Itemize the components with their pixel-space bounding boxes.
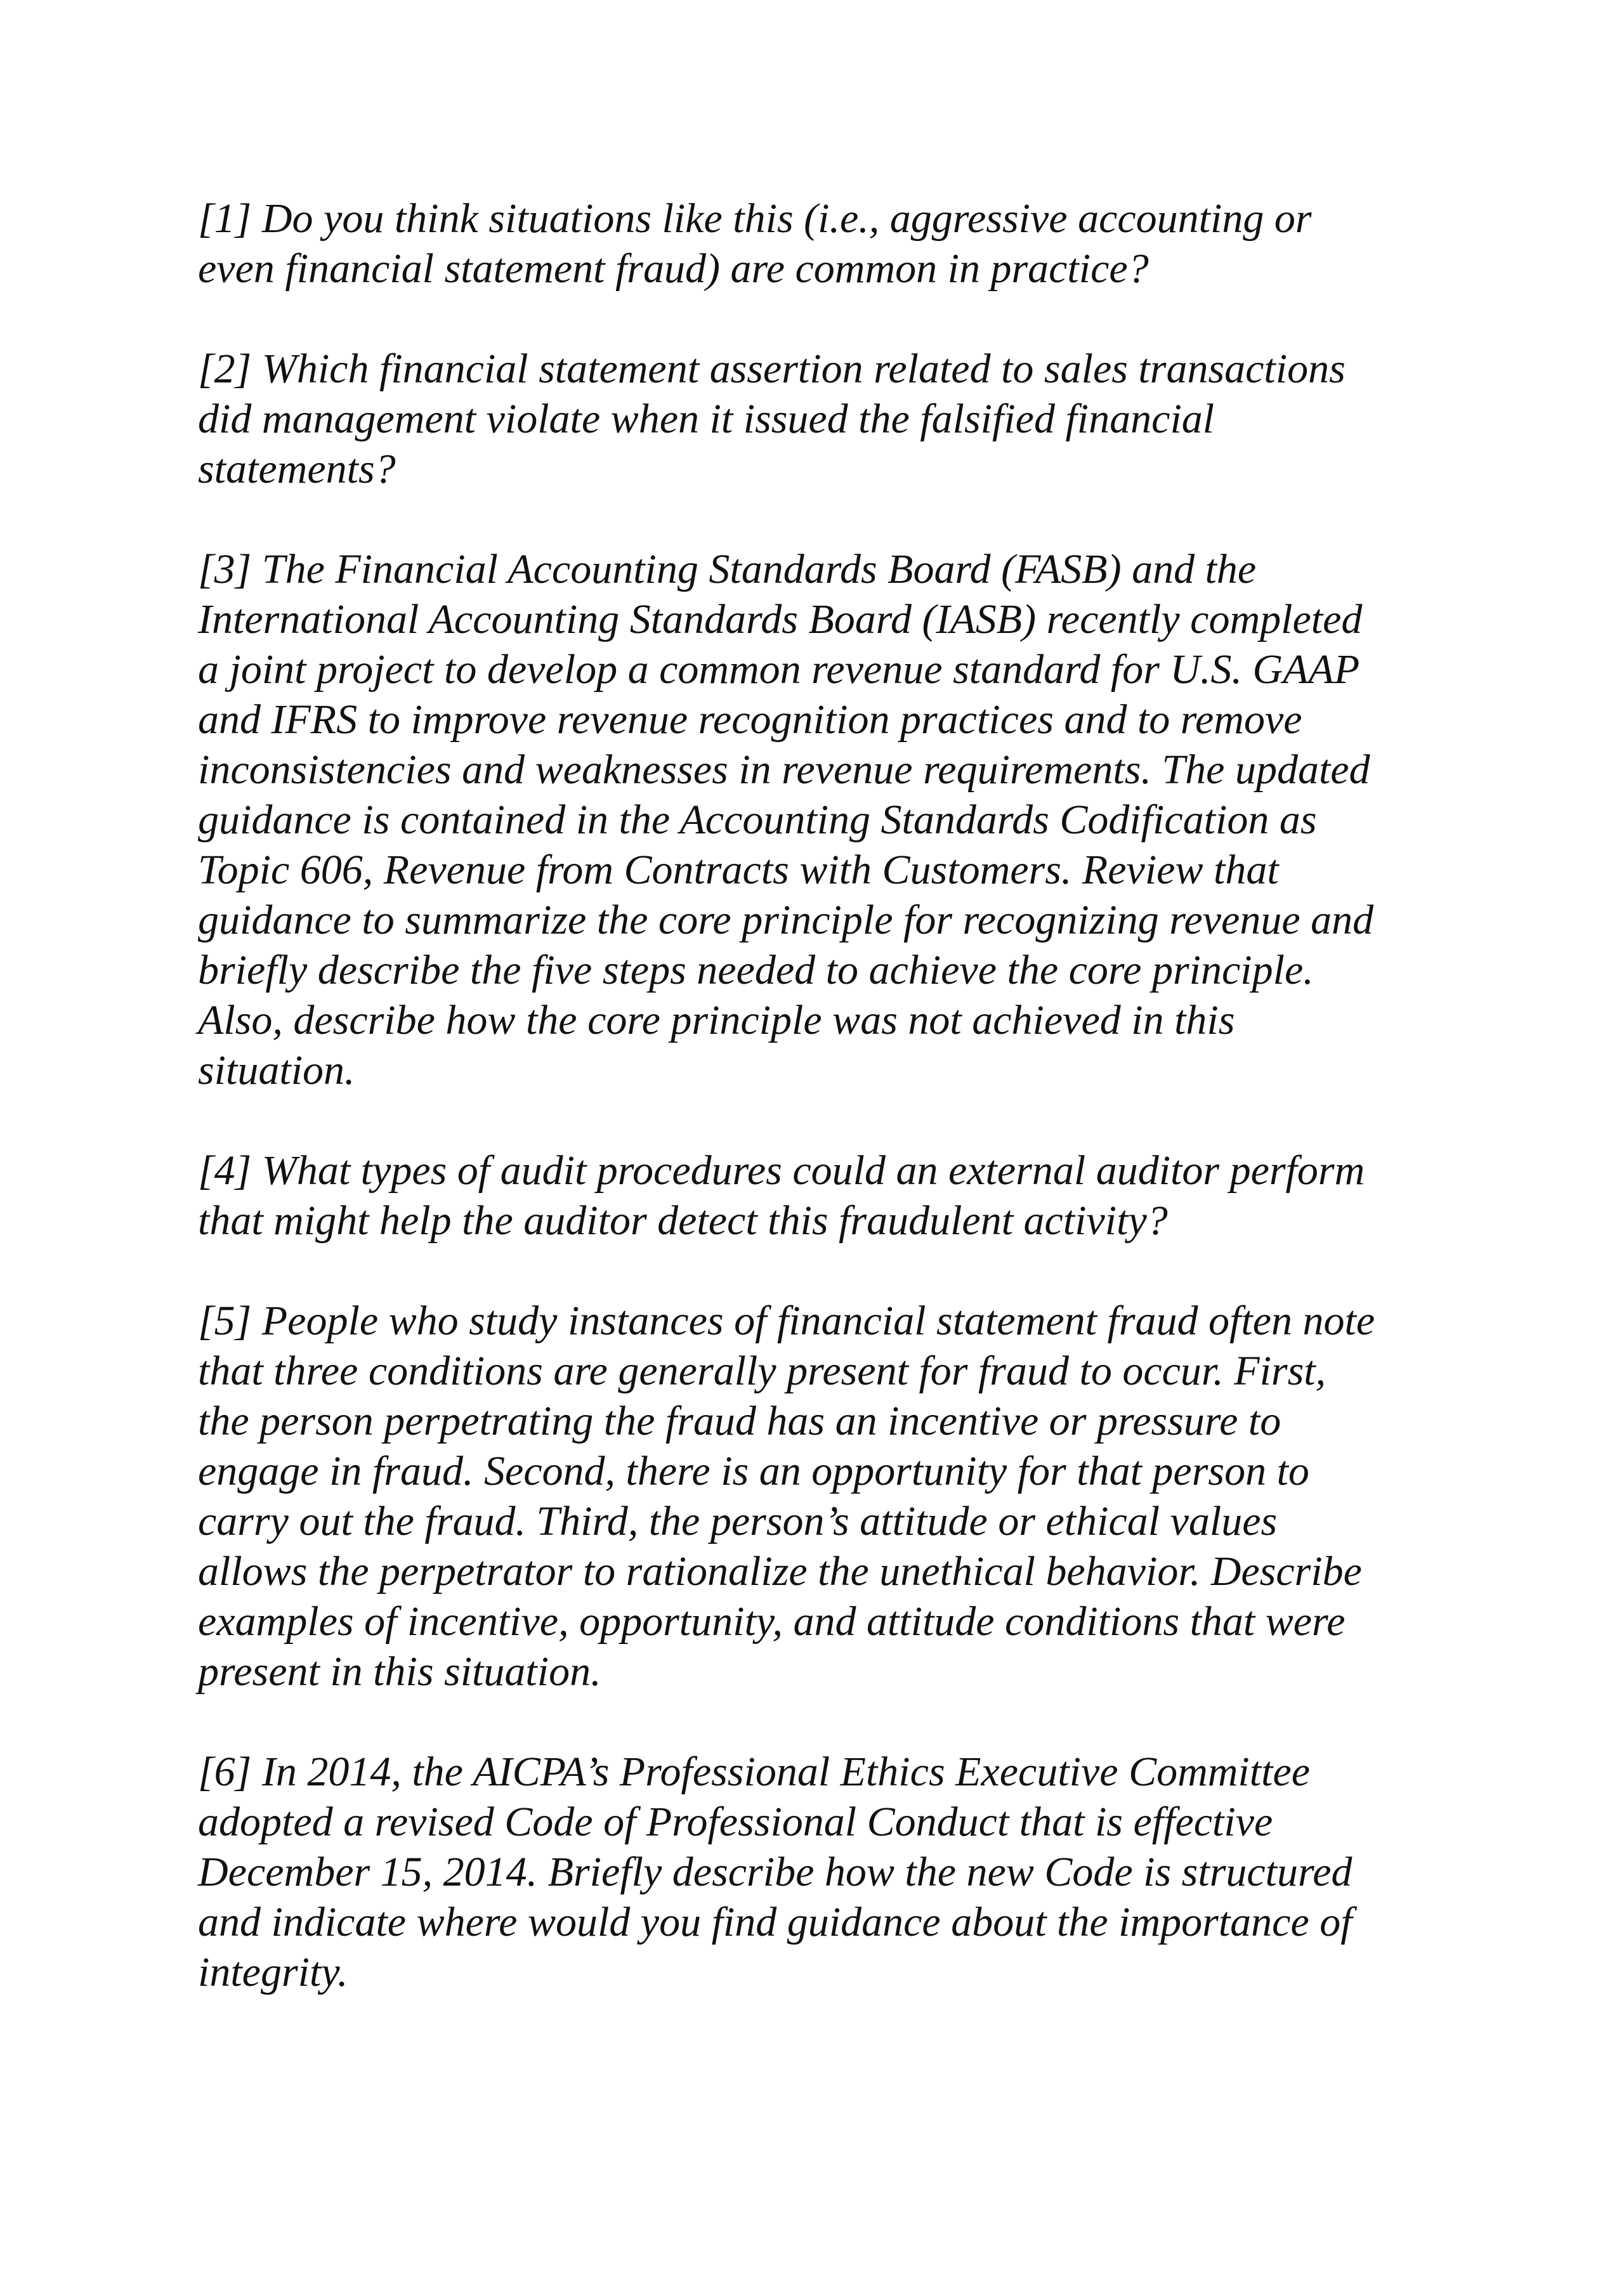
question-line: International Accounting Standards Board (IASB) recently completed	[198, 596, 1363, 642]
question-line: examples of incentive, opportunity, and attitude conditions that were	[198, 1598, 1346, 1645]
question-line: Topic 606, Revenue from Contracts with Customers. Review that	[198, 847, 1279, 893]
question-line: did management violate when it issued the falsified financial	[198, 396, 1215, 442]
question-line: [2] Which financial statement assertion related to sales transactions	[198, 346, 1346, 392]
question-1	[198, 193, 1467, 294]
question-line: Also, describe how the core principle was not achieved in this	[198, 997, 1235, 1043]
question-line: situation.	[198, 1047, 355, 1093]
question-3	[198, 544, 1467, 1095]
question-line: [4] What types of audit procedures could an external auditor perform	[198, 1147, 1365, 1194]
question-line: briefly describe the five steps needed to achieve the core principle.	[198, 947, 1314, 993]
question-5	[198, 1296, 1467, 1697]
question-line: guidance to summarize the core principle for recognizing revenue and	[198, 897, 1374, 943]
question-line: adopted a revised Code of Professional Conduct that is effective	[198, 1799, 1273, 1845]
question-line: [6] In 2014, the AICPA’s Professional Ethics Executive Committee	[198, 1749, 1311, 1795]
question-line: [3] The Financial Accounting Standards Board (FASB) and the	[198, 546, 1257, 592]
question-line: a joint project to develop a common revenue standard for U.S. GAAP	[198, 646, 1360, 693]
question-line: inconsistencies and weaknesses in revenue requirements. The updated	[198, 747, 1370, 793]
question-line: [1] Do you think situations like this (i.e., aggressive accounting or	[198, 195, 1312, 242]
question-line: and indicate where would you find guidance about the importance of	[198, 1899, 1352, 1945]
question-line: integrity.	[198, 1949, 348, 1995]
question-4	[198, 1145, 1467, 1246]
question-line: that three conditions are generally present for fraud to occur. First,	[198, 1348, 1326, 1394]
question-line: statements?	[198, 446, 396, 492]
question-line: guidance is contained in the Accounting Standards Codification as	[198, 797, 1317, 843]
question-line: December 15, 2014. Briefly describe how the new Code is structured	[198, 1849, 1352, 1895]
question-line: carry out the fraud. Third, the person’s attitude or ethical values	[198, 1498, 1278, 1544]
question-line: even financial statement fraud) are common in practice?	[198, 245, 1149, 292]
question-line: engage in fraud. Second, there is an opportunity for that person to	[198, 1448, 1309, 1494]
question-line: and IFRS to improve revenue recognition practices and to remove	[198, 696, 1302, 743]
question-6	[198, 1747, 1467, 1997]
question-2	[198, 344, 1467, 494]
question-list	[198, 193, 1467, 1997]
question-line: [5] People who study instances of financial statement fraud often note	[198, 1298, 1375, 1344]
question-line: that might help the auditor detect this fraudulent activity?	[198, 1197, 1168, 1244]
question-line: present in this situation.	[198, 1648, 601, 1695]
question-line: the person perpetrating the fraud has an incentive or pressure to	[198, 1398, 1281, 1444]
question-line: allows the perpetrator to rationalize the unethical behavior. Describe	[198, 1548, 1362, 1595]
